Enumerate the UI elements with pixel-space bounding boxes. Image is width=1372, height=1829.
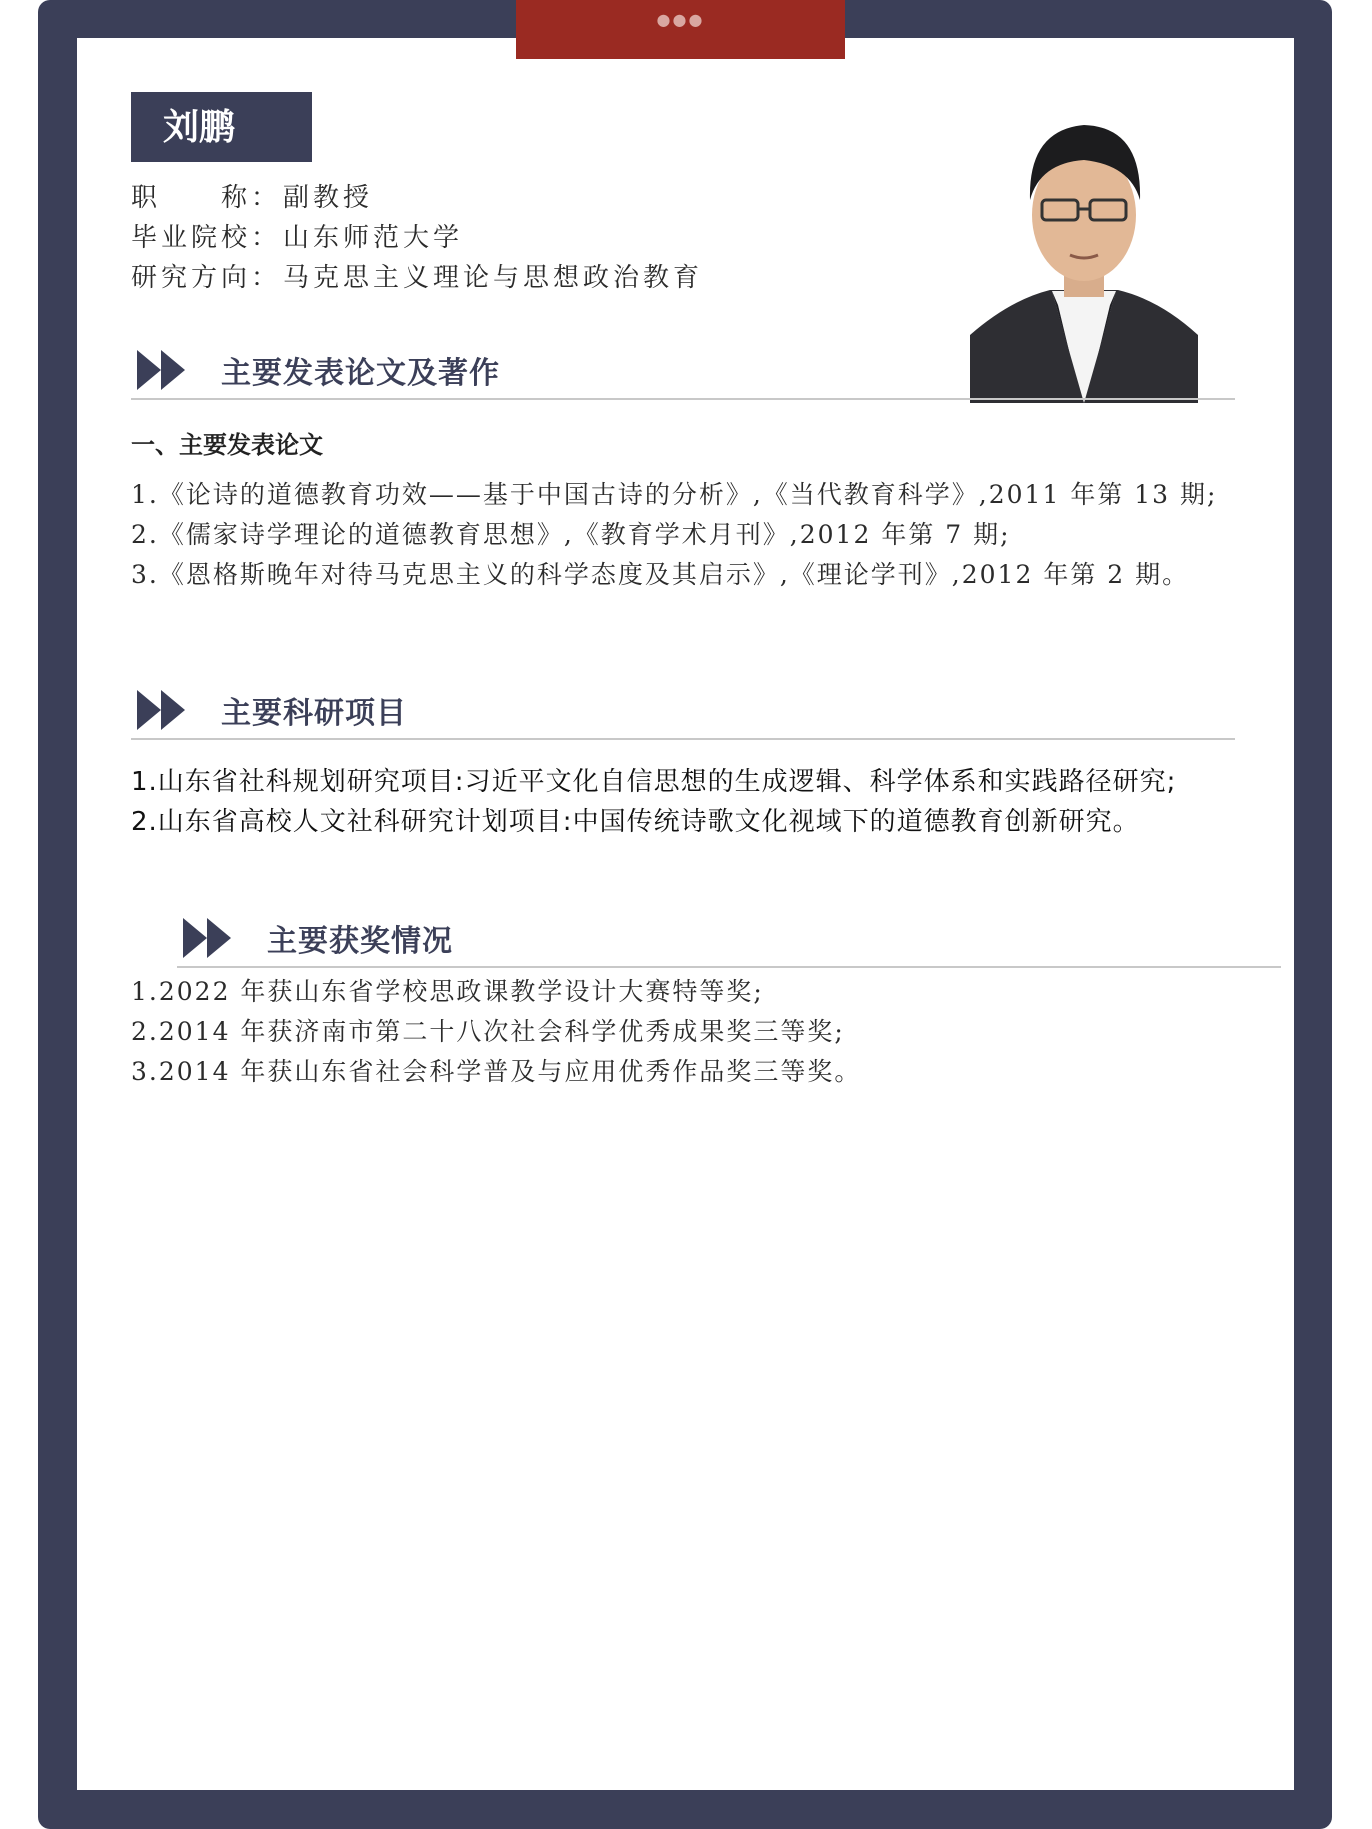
- info-value: 马克思主义理论与思想政治教育: [283, 263, 704, 293]
- list-item: 1.山东省社科规划研究项目:习近平文化自信思想的生成逻辑、科学体系和实践路径研究;: [131, 767, 1177, 797]
- person-name: 刘鹏: [131, 92, 312, 162]
- double-chevron-right-icon: [183, 918, 239, 958]
- section-title: 主要获奖情况: [267, 924, 453, 959]
- section-header-projects: [131, 682, 1235, 738]
- section-title: 主要科研项目: [221, 696, 407, 731]
- subsection-title: 一、主要发表论文: [131, 431, 323, 459]
- list-item: 3.《恩格斯晚年对待马克思主义的科学态度及其启示》,《理论学刊》,2012 年第 2 期。: [131, 560, 1190, 589]
- info-school: [131, 218, 463, 258]
- info-label: 职 称：: [131, 183, 282, 213]
- info-label: 毕业院校：: [131, 223, 282, 253]
- section-title: 主要发表论文及著作: [221, 356, 500, 391]
- publication-list: [131, 475, 1261, 595]
- double-chevron-right-icon: [137, 350, 193, 390]
- dots-icon: ●●●: [656, 10, 705, 29]
- list-item: 1.《论诗的道德教育功效——基于中国古诗的分析》,《当代教育科学》,2011 年第 13 期;: [131, 480, 1218, 509]
- info-value: 副教授: [283, 183, 374, 213]
- section-divider: [131, 738, 1235, 740]
- info-value: 山东师范大学: [283, 223, 464, 253]
- list-item: 2.2014 年获济南市第二十八次社会科学优秀成果奖三等奖;: [131, 1017, 845, 1046]
- section-divider: [131, 398, 1235, 400]
- list-item: 1.2022 年获山东省学校思政课教学设计大赛特等奖;: [131, 977, 764, 1006]
- list-item: 2.《儒家诗学理论的道德教育思想》,《教育学术月刊》,2012 年第 7 期;: [131, 520, 1011, 549]
- list-item: 3.2014 年获山东省社会科学普及与应用优秀作品奖三等奖。: [131, 1057, 862, 1086]
- double-chevron-right-icon: [137, 690, 193, 730]
- project-list: [131, 762, 1261, 842]
- info-title: [131, 178, 373, 218]
- section-header-awards: [177, 910, 1281, 966]
- award-list: [131, 972, 1261, 1092]
- section-divider: [177, 966, 1281, 968]
- info-research: [131, 258, 703, 298]
- top-tab: [516, 0, 845, 59]
- list-item: 2.山东省高校人文社科研究计划项目:中国传统诗歌文化视域下的道德教育创新研究。: [131, 807, 1140, 837]
- info-label: 研究方向：: [131, 263, 282, 293]
- section-header-publications: [131, 342, 1235, 398]
